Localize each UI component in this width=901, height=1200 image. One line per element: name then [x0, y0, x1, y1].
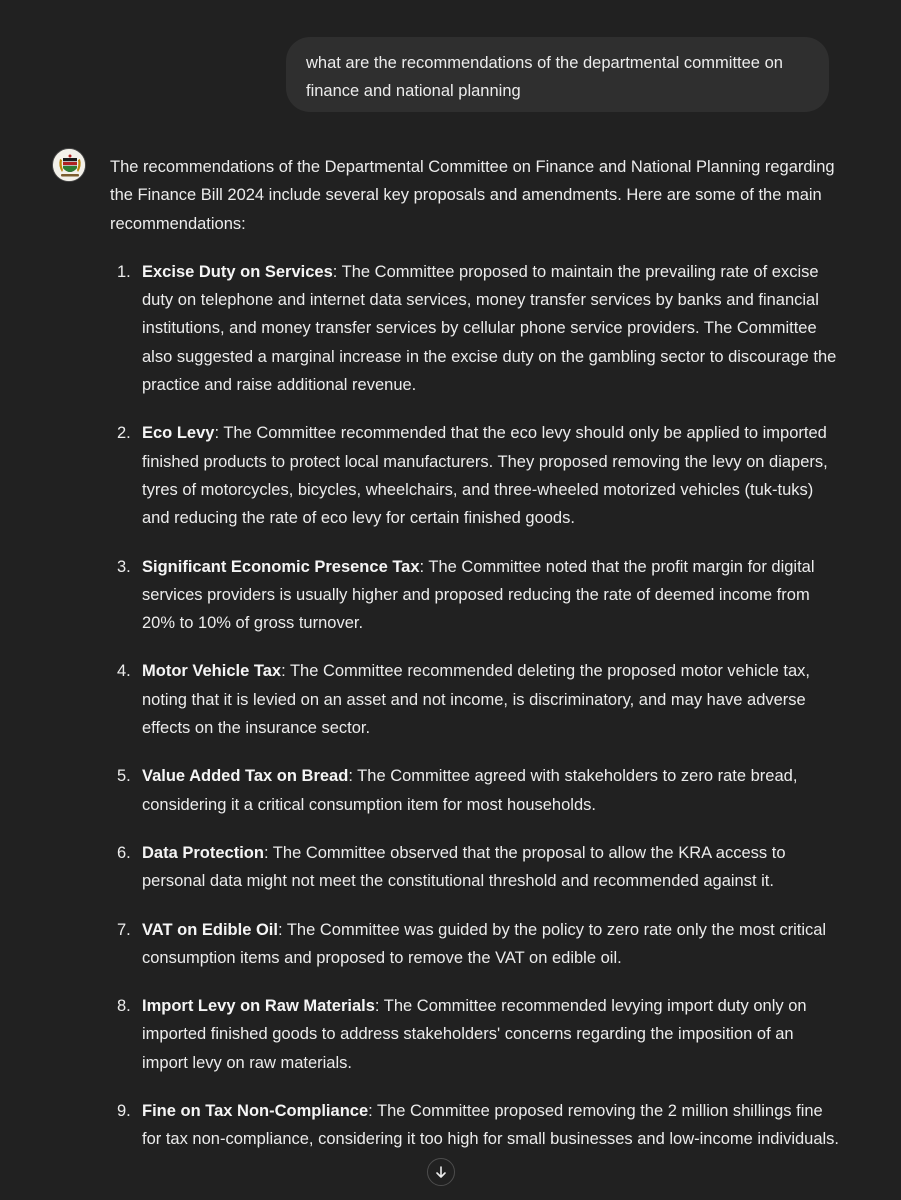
list-item [110, 657, 840, 742]
list-item-title: Excise Duty on Services [142, 262, 333, 281]
assistant-avatar [52, 148, 86, 182]
list-item-title: Import Levy on Raw Materials [142, 997, 375, 1016]
list-item-title: Value Added Tax on Bread [142, 767, 349, 786]
list-item [110, 258, 840, 399]
list-item-number: 1. [117, 262, 131, 281]
list-item [110, 762, 840, 819]
recommendations-list [110, 258, 840, 1154]
list-item-number: 7. [117, 920, 131, 939]
list-item-number: 4. [117, 662, 131, 681]
assistant-message [110, 153, 840, 1174]
list-item-title: Eco Levy [142, 424, 215, 443]
list-item-text: : The Committee recommended deleting the proposed motor vehicle tax, noting that it is levied on an asset and not income, is discriminatory, and may have adverse effects on the insurance sector. [142, 662, 810, 738]
list-item-text: : The Committee proposed to maintain the prevailing rate of excise duty on telephone and internet data services, money transfer services by banks and financial institutions, and money transfer services by cellular phone service providers. The Committee also suggested a marginal increase in the excise duty on the gambling sector to discourage the practice and raise additional revenue. [142, 262, 837, 395]
list-item-title: VAT on Edible Oil [142, 920, 278, 939]
scroll-to-bottom-button[interactable] [427, 1158, 455, 1186]
list-item-number: 8. [117, 997, 131, 1016]
list-item-number: 2. [117, 424, 131, 443]
list-item-text: : The Committee was guided by the policy to zero rate only the most critical consumption items and proposed to remove the VAT on edible oil. [142, 920, 827, 967]
list-item-text: : The Committee proposed removing the 2 million shillings fine for tax non-compliance, considering it too high for small businesses and low-income individuals. [142, 1102, 840, 1149]
assistant-intro: The recommendations of the Departmental Committee on Finance and National Planning regarding the Finance Bill 2024 include several key proposals and amendments. Here are some of the main recommendations: [110, 158, 835, 233]
list-item-number: 3. [117, 557, 131, 576]
list-item-title: Motor Vehicle Tax [142, 662, 282, 681]
arrow-down-icon [434, 1165, 448, 1179]
list-item-title: Fine on Tax Non-Compliance [142, 1102, 369, 1121]
user-message-text: what are the recommendations of the departmental committee on finance and national planning [306, 54, 783, 100]
list-item-number: 9. [117, 1102, 131, 1121]
user-message-bubble [286, 37, 829, 112]
list-item-text: : The Committee noted that the profit margin for digital services providers is usually higher and proposed reducing the rate of deemed income from 20% to 10% of gross turnover. [142, 557, 815, 633]
list-item-text: : The Committee recommended levying import duty only on imported finished goods to address stakeholders' concerns regarding the imposition of an import levy on raw materials. [142, 997, 807, 1072]
kenya-coat-of-arms-icon [53, 149, 86, 182]
list-item-text: : The Committee agreed with stakeholders to zero rate bread, considering it a critical consumption item for most households. [142, 767, 798, 814]
list-item [110, 419, 840, 532]
list-item-number: 5. [117, 767, 131, 786]
list-item-number: 6. [117, 843, 131, 862]
list-item [110, 916, 840, 973]
list-item-text: : The Committee recommended that the eco levy should only be applied to imported finished products to protect local manufacturers. They proposed removing the levy on diapers, tyres of motorcycles, bicycles, wheelchairs, and three-wheeled motorized vehicles (tuk-tuks) and reducing the rate of eco levy for certain finished goods. [142, 424, 828, 528]
list-item-title: Data Protection [142, 843, 264, 862]
list-item-title: Significant Economic Presence Tax [142, 557, 420, 576]
list-item-text: : The Committee observed that the proposal to allow the KRA access to personal data might not meet the constitutional threshold and recommended against it. [142, 843, 786, 891]
list-item [110, 1097, 840, 1154]
list-item [110, 553, 840, 638]
list-item [110, 992, 840, 1077]
list-item [110, 839, 840, 896]
